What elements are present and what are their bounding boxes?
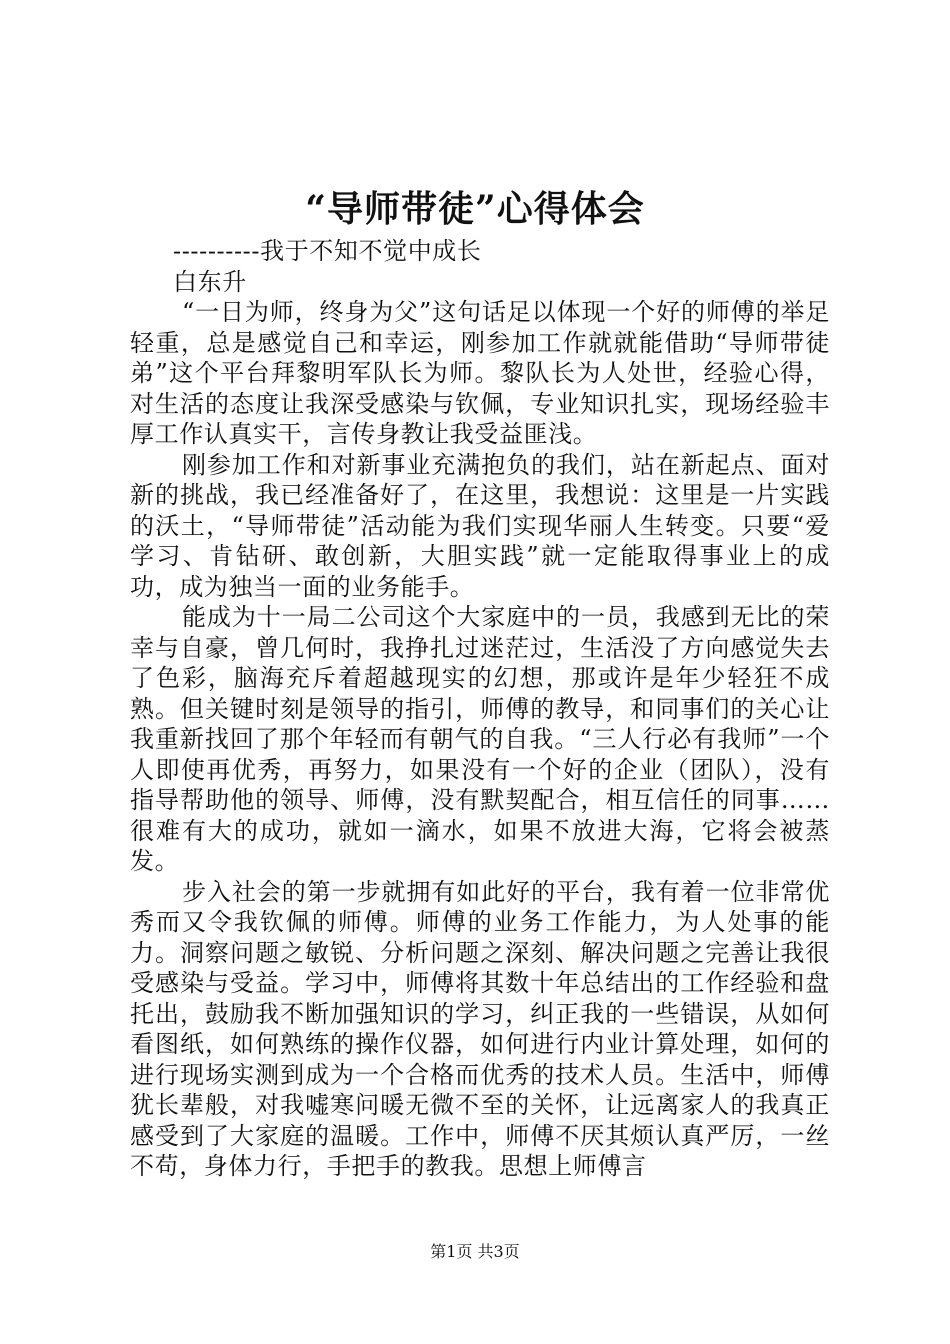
document-author: 白东升: [173, 267, 247, 296]
page-footer: 第1页 共3页: [430, 1242, 520, 1261]
paragraph: “一日为师，终身为父”这句话足以体现一个好的师傅的举足轻重，总是感觉自己和幸运，刚参加工作就就能借助“导师带徒弟”这个平台拜黎明军队长为师。黎队长为人处世，经验心得，对生活的态度让我深受感染与钦佩，专业知识扎实，现场经验丰厚工作认真实干，言传身教让我受益匪浅。: [130, 298, 830, 448]
paragraph: 刚参加工作和对新事业充满抱负的我们，站在新起点、面对新的挑战，我已经准备好了，在这里，我想说：这里是一片实践的沃土，“导师带徒”活动能为我们实现华丽人生转变。只要“爱学习、肯钻研、敢创新，大胆实践”就一定能取得事业上的成功，成为独当一面的业务能手。: [130, 450, 830, 601]
document-title: “导师带徒”心得体会: [305, 188, 645, 230]
document-subtitle: ----------我于不知不觉中成长: [173, 237, 482, 265]
document-body: [130, 236, 830, 1182]
paragraph: 能成为十一局二公司这个大家庭中的一员，我感到无比的荣幸与自豪，曾几何时，我挣扎过迷茫过，生活没了方向感觉失去了色彩，脑海充斥着超越现实的幻想，那或许是年少轻狂不成熟。但关键时刻是领导的指引，师傅的教导，和同事们的关心让我重新找回了那个年轻而有朝气的自我。“三人行必有我师”一个人即使再优秀，再努力，如果没有一个好的企业（团队），没有指导帮助他的领导、师傅，没有默契配合，相互信任的同事……很难有大的成功，就如一滴水，如果不放进大海，它将会被蒸发。: [130, 603, 830, 875]
paragraph: 步入社会的第一步就拥有如此好的平台，我有着一位非常优秀而又令我钦佩的师傅。师傅的业务工作能力，为人处事的能力。洞察问题之敏锐、分析问题之深刻、解决问题之完善让我很受感染与受益。学习中，师傅将其数十年总结出的工作经验和盘托出，鼓励我不断加强知识的学习，纠正我的一些错误，从如何看图纸，如何熟练的操作仪器，如何进行内业计算处理，如何的进行现场实测到成为一个合格而优秀的技术人员。生活中，师傅犹长辈般，对我嘘寒问暖无微不至的关怀，让远离家人的我真正感受到了大家庭的温暖。工作中，师傅不厌其烦认真严厉，一丝不苟，身体力行，手把手的教我。思想上师傅言: [130, 877, 830, 1180]
